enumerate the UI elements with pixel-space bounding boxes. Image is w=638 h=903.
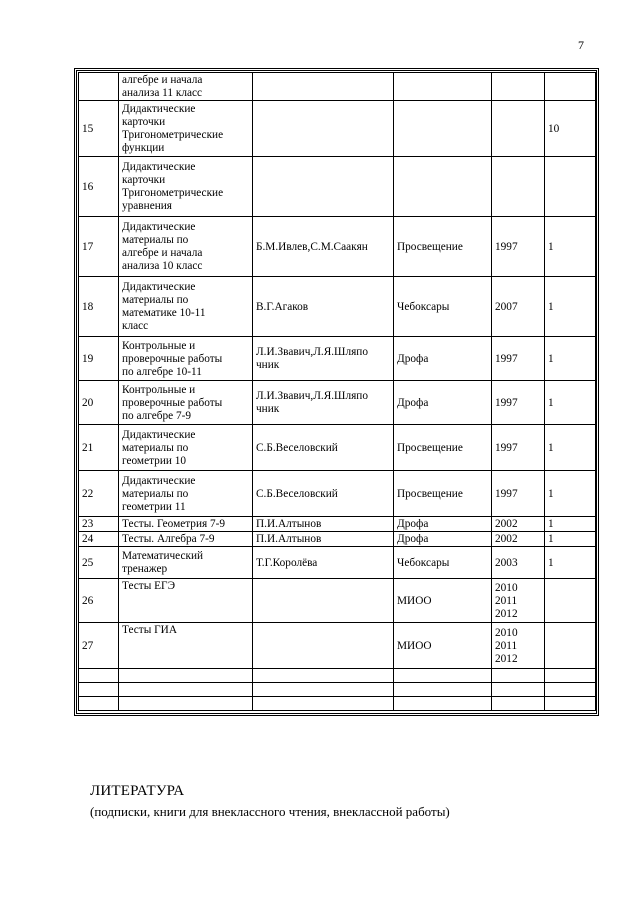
year-cell: 2007 [492, 277, 545, 337]
row-number-cell [79, 669, 119, 683]
count-cell: 1 [545, 532, 596, 547]
year-cell: 1997 [492, 425, 545, 471]
year-cell [492, 157, 545, 217]
count-cell: 1 [545, 547, 596, 579]
publisher-cell: Просвещение [394, 425, 492, 471]
count-cell: 10 [545, 101, 596, 157]
title-cell: Тесты. Алгебра 7-9 [119, 532, 253, 547]
publisher-cell: МИОО [394, 579, 492, 623]
table-row [79, 517, 596, 532]
count-cell: 1 [545, 337, 596, 381]
materials-table [78, 72, 596, 711]
title-cell: Тесты. Геометрия 7-9 [119, 517, 253, 532]
title-cell [119, 697, 253, 711]
year-cell [492, 101, 545, 157]
row-number-cell: 20 [79, 381, 119, 425]
table-row [79, 547, 596, 579]
author-cell [253, 669, 394, 683]
table-row [79, 157, 596, 217]
publisher-cell: Чебоксары [394, 277, 492, 337]
count-cell [545, 623, 596, 669]
table-row [79, 669, 596, 683]
row-number-cell [79, 697, 119, 711]
year-cell: 1997 [492, 471, 545, 517]
row-number-cell: 25 [79, 547, 119, 579]
title-cell: Тесты ГИА [119, 623, 253, 669]
publisher-cell [394, 101, 492, 157]
publisher-cell [394, 669, 492, 683]
title-cell [119, 669, 253, 683]
row-number-cell: 17 [79, 217, 119, 277]
publisher-cell: Дрофа [394, 517, 492, 532]
author-cell [253, 579, 394, 623]
publisher-cell [394, 683, 492, 697]
row-number-cell: 22 [79, 471, 119, 517]
year-cell: 1997 [492, 217, 545, 277]
count-cell: 1 [545, 277, 596, 337]
title-cell: Дидактические материалы по геометрии 10 [119, 425, 253, 471]
table-row [79, 697, 596, 711]
title-cell: Дидактические карточки Тригонометрические функции [119, 101, 253, 157]
title-cell: Дидактические материалы по алгебре и начала анализа 10 класс [119, 217, 253, 277]
table-row [79, 425, 596, 471]
title-cell: Математический тренажер [119, 547, 253, 579]
row-number-cell: 15 [79, 101, 119, 157]
table-row [79, 471, 596, 517]
publisher-cell: Просвещение [394, 217, 492, 277]
count-cell [545, 669, 596, 683]
publisher-cell: Дрофа [394, 337, 492, 381]
row-number-cell: 23 [79, 517, 119, 532]
table-row [79, 73, 596, 101]
count-cell: 1 [545, 471, 596, 517]
author-cell: П.И.Алтынов [253, 532, 394, 547]
year-cell: 2002 [492, 532, 545, 547]
title-cell: Тесты ЕГЭ [119, 579, 253, 623]
row-number-cell [79, 73, 119, 101]
row-number-cell: 19 [79, 337, 119, 381]
row-number-cell: 26 [79, 579, 119, 623]
count-cell [545, 683, 596, 697]
table-row [79, 532, 596, 547]
table-row [79, 217, 596, 277]
title-cell: алгебре и начала анализа 11 класс [119, 73, 253, 101]
title-cell: Дидактические материалы по математике 10-11 класс [119, 277, 253, 337]
count-cell [545, 157, 596, 217]
row-number-cell: 16 [79, 157, 119, 217]
author-cell: С.Б.Веселовский [253, 471, 394, 517]
count-cell: 1 [545, 517, 596, 532]
year-cell: 1997 [492, 381, 545, 425]
table-row [79, 623, 596, 669]
year-cell [492, 73, 545, 101]
year-cell [492, 669, 545, 683]
year-cell: 2010 2011 2012 [492, 623, 545, 669]
author-cell: Т.Г.Королёва [253, 547, 394, 579]
count-cell: 1 [545, 381, 596, 425]
author-cell [253, 697, 394, 711]
title-cell: Дидактические материалы по геометрии 11 [119, 471, 253, 517]
year-cell: 1997 [492, 337, 545, 381]
table-row [79, 337, 596, 381]
row-number-cell: 18 [79, 277, 119, 337]
publisher-cell: Дрофа [394, 532, 492, 547]
row-number-cell: 27 [79, 623, 119, 669]
publisher-cell: Дрофа [394, 381, 492, 425]
table-row [79, 579, 596, 623]
row-number-cell: 24 [79, 532, 119, 547]
row-number-cell [79, 683, 119, 697]
title-cell [119, 683, 253, 697]
publisher-cell: МИОО [394, 623, 492, 669]
publisher-cell [394, 697, 492, 711]
table-row [79, 381, 596, 425]
title-cell: Дидактические карточки Тригонометрические уравнения [119, 157, 253, 217]
count-cell: 1 [545, 425, 596, 471]
author-cell [253, 683, 394, 697]
author-cell [253, 73, 394, 101]
author-cell: Л.И.Звавич,Л.Я.Шляпо чник [253, 337, 394, 381]
row-number-cell: 21 [79, 425, 119, 471]
table-row [79, 101, 596, 157]
year-cell: 2003 [492, 547, 545, 579]
author-cell: Б.М.Ивлев,С.М.Саакян [253, 217, 394, 277]
table-row [79, 683, 596, 697]
author-cell [253, 623, 394, 669]
table-body [79, 73, 596, 711]
publisher-cell: Чебоксары [394, 547, 492, 579]
year-cell [492, 697, 545, 711]
year-cell [492, 683, 545, 697]
year-cell: 2010 2011 2012 [492, 579, 545, 623]
count-cell [545, 697, 596, 711]
literature-heading: ЛИТЕРАТУРА [90, 783, 185, 799]
year-cell: 2002 [492, 517, 545, 532]
author-cell: П.И.Алтынов [253, 517, 394, 532]
author-cell: Л.И.Звавич,Л.Я.Шляпо чник [253, 381, 394, 425]
author-cell [253, 157, 394, 217]
publisher-cell: Просвещение [394, 471, 492, 517]
author-cell [253, 101, 394, 157]
table-row [79, 277, 596, 337]
title-cell: Контрольные и проверочные работы по алгебре 7-9 [119, 381, 253, 425]
title-cell: Контрольные и проверочные работы по алгебре 10-11 [119, 337, 253, 381]
literature-subheading: (подписки, книги для внеклассного чтения, внеклассной работы) [90, 804, 450, 819]
publisher-cell [394, 157, 492, 217]
count-cell: 1 [545, 217, 596, 277]
count-cell [545, 579, 596, 623]
publisher-cell [394, 73, 492, 101]
author-cell: С.Б.Веселовский [253, 425, 394, 471]
page-number: 7 [578, 38, 584, 52]
count-cell [545, 73, 596, 101]
author-cell: В.Г.Агаков [253, 277, 394, 337]
